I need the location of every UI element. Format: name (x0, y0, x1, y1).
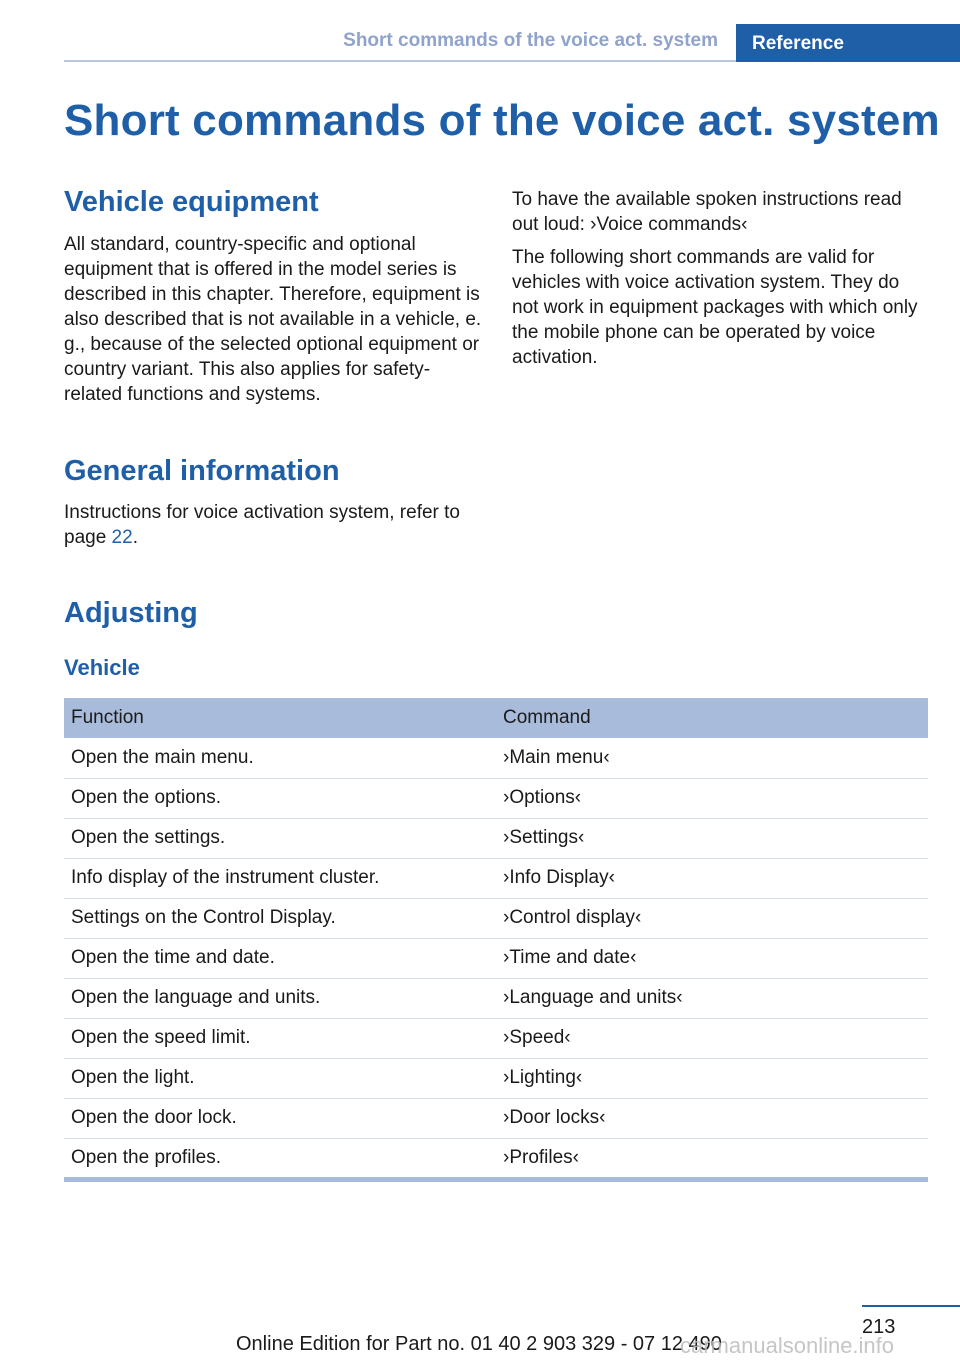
command-cell: ›Door locks‹ (496, 1098, 928, 1138)
table-row (64, 1018, 928, 1058)
command-cell: ›Control display‹ (496, 898, 928, 938)
function-cell: Open the options. (64, 778, 496, 818)
command-cell: ›Main menu‹ (496, 738, 928, 778)
command-cell: ›Time and date‹ (496, 938, 928, 978)
table-row (64, 898, 928, 938)
watermark: carmanualsonline.info (680, 1333, 895, 1358)
vehicle-equipment-text: All standard, country-specific and optional equipment that is offered in the model series is described in this chapter. Therefore, equipment is also described that is not available in a vehicle, e. g., because of the selected optional equipment or country variant. This also applies for safety-related functions and systems. (64, 234, 482, 405)
table-row (64, 1098, 928, 1138)
general-information-text-start: Instructions for voice activation system, refer to page (64, 502, 460, 548)
column-header-function: Function (64, 698, 496, 738)
function-cell: Settings on the Control Display. (64, 898, 496, 938)
command-cell: ›Options‹ (496, 778, 928, 818)
command-cell: ›Lighting‹ (496, 1058, 928, 1098)
table-header-row (64, 698, 928, 738)
command-cell: ›Profiles‹ (503, 1147, 580, 1169)
column-header-command: Command (496, 698, 928, 738)
short-commands-validity-text: The following short commands are valid for vehicles with voice activation system. They do not work in equipment packages with which only the mobile phone can be operated by voice activation. (512, 247, 918, 368)
command-cell: ›Settings‹ (496, 818, 928, 858)
table-row (64, 1138, 928, 1178)
function-cell: Open the time and date. (64, 938, 496, 978)
page-title: Short commands of the voice act. system (64, 96, 940, 145)
page-link[interactable]: 22 (111, 527, 133, 548)
heading-vehicle-equipment: Vehicle equipment (64, 186, 319, 218)
table-row (64, 778, 928, 818)
general-information-text-end: . (132, 527, 138, 548)
general-information-text (64, 500, 484, 550)
function-cell: Open the language and units. (64, 978, 496, 1018)
function-cell: Open the light. (64, 1058, 496, 1098)
footer-edition-text: Online Edition for Part no. 01 40 2 903 329 - 07 12 490 (236, 1333, 722, 1355)
function-cell: Open the door lock. (64, 1098, 496, 1138)
function-cell: Open the settings. (64, 818, 496, 858)
heading-adjusting: Adjusting (64, 597, 198, 629)
subheading-vehicle: Vehicle (64, 655, 140, 680)
table-row (64, 978, 928, 1018)
footer-rule (862, 1305, 960, 1307)
table-row (64, 818, 928, 858)
table-row (64, 858, 928, 898)
function-cell: Open the profiles. (71, 1147, 221, 1169)
voice-commands-text: To have the available spoken instructions read out loud: ›Voice commands‹ (512, 189, 902, 235)
function-cell: Open the speed limit. (64, 1018, 496, 1058)
function-cell: Info display of the instrument cluster. (64, 858, 496, 898)
command-cell: ›Speed‹ (496, 1018, 928, 1058)
table-row (64, 738, 928, 778)
page-number: 213 (862, 1316, 896, 1338)
table-bottom-rule (64, 1177, 928, 1182)
header-section-title: Short commands of the voice act. system (343, 30, 718, 51)
commands-table (64, 698, 928, 1178)
function-cell: Open the main menu. (64, 738, 496, 778)
table-row (64, 938, 928, 978)
heading-general-information: General information (64, 455, 340, 487)
command-cell: ›Language and units‹ (496, 978, 928, 1018)
command-cell: ›Info Display‹ (496, 858, 928, 898)
header-tab-reference[interactable]: Reference (736, 24, 960, 62)
table-row (64, 1058, 928, 1098)
